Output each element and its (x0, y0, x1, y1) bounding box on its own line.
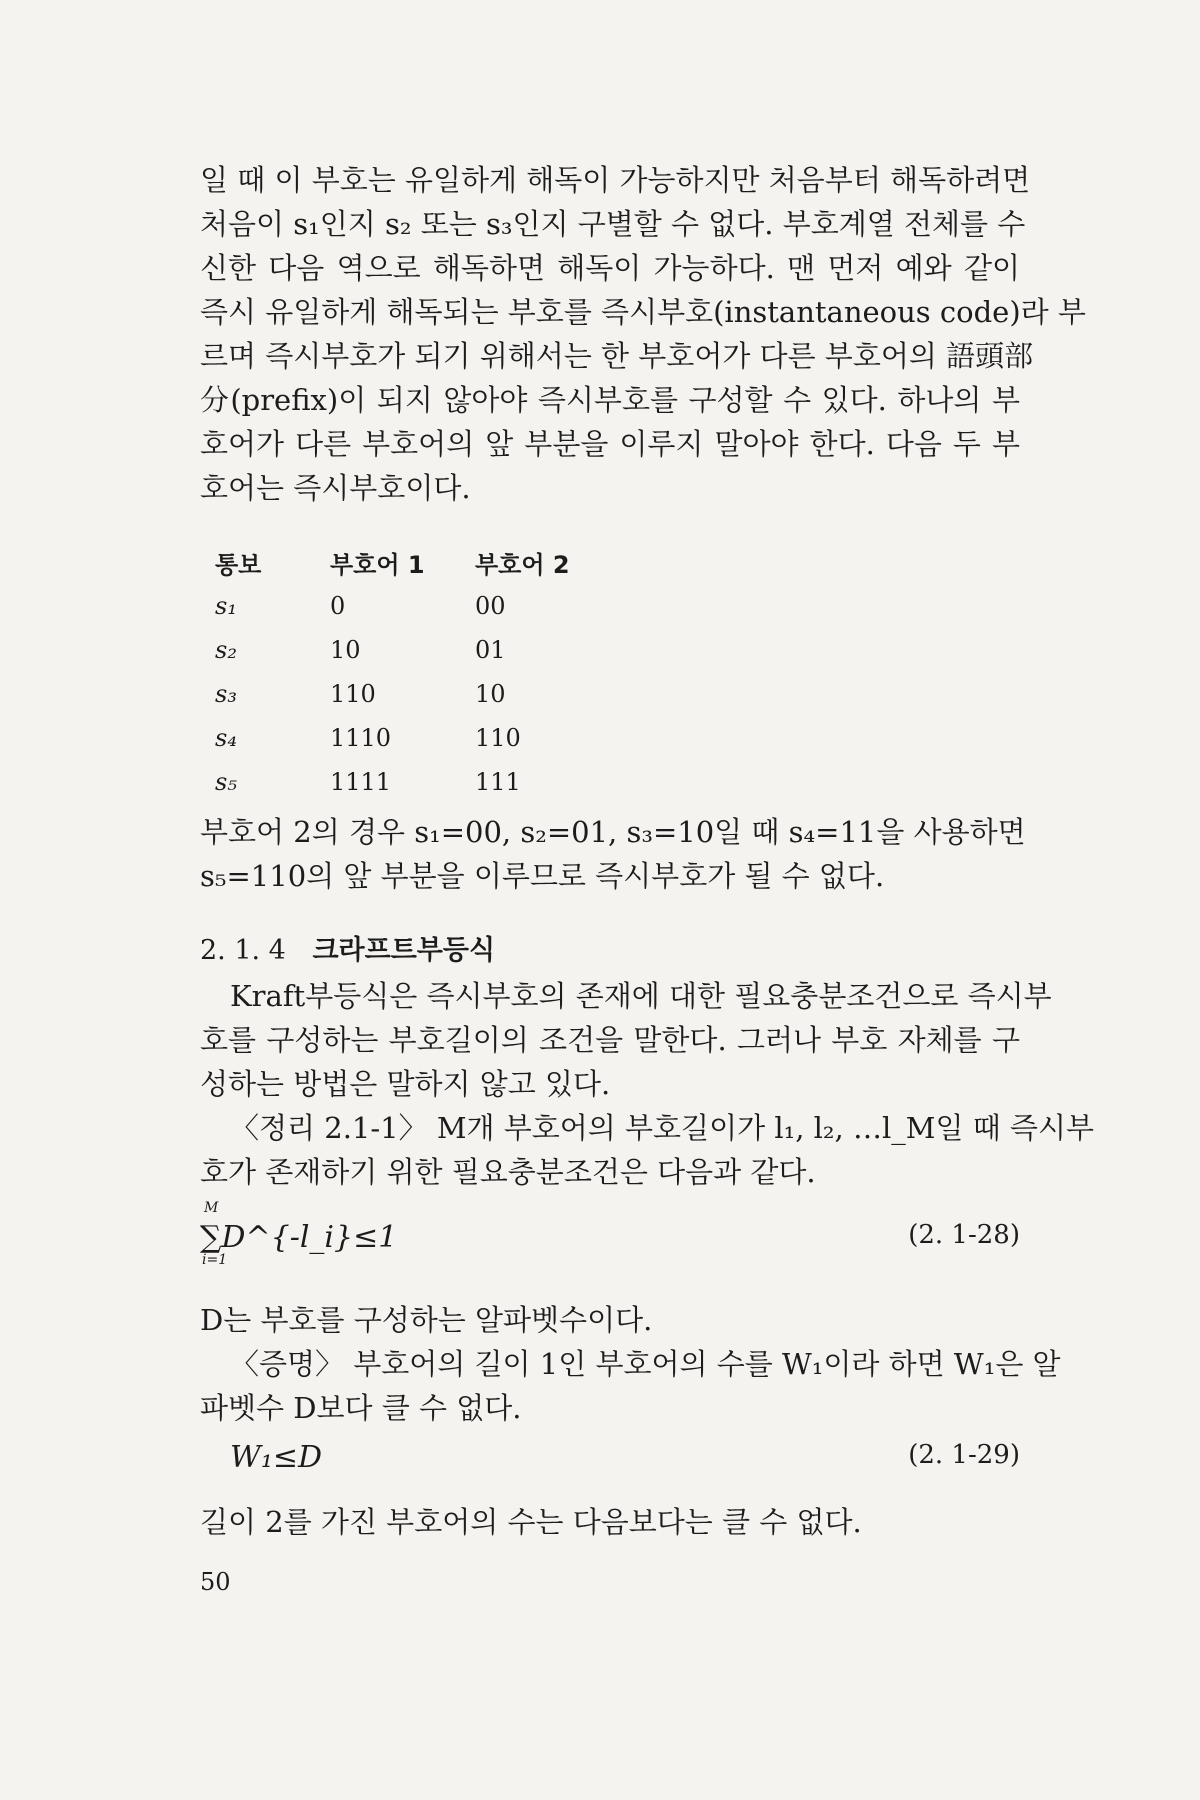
table-header-row (200, 540, 595, 584)
text-line: 호어는 즉시부호이다. (200, 471, 471, 505)
codeword-table (200, 540, 595, 804)
table-cell: 1110 (330, 724, 392, 752)
table-cell: s₁ (215, 592, 237, 620)
paragraph-code-2-note (200, 810, 1026, 898)
section-heading (200, 928, 495, 967)
column-header: 통보 (215, 550, 262, 579)
text-line: 호어가 다른 부호어의 앞 부분을 이루지 말아야 한다. 다음 두 부 (200, 427, 1020, 461)
text-line: 호가 존재하기 위한 필요충분조건은 다음과 같다. (200, 1155, 816, 1189)
text-line: 일 때 이 부호는 유일하게 해독이 가능하지만 처음부터 해독하려면 (200, 163, 1031, 197)
text-line: 길이 2를 가진 부호어의 수는 다음보다는 클 수 없다. (200, 1505, 862, 1539)
section-number: 2. 1. 4 (200, 935, 286, 966)
table-cell: s₂ (215, 636, 237, 664)
equation-expression: D^{-l_i}≤1 (221, 1220, 398, 1255)
table-cell: 110 (475, 724, 521, 752)
text-line: 〈증명〉 부호어의 길이 1인 부호어의 수를 W₁이라 하면 W₁은 알 (230, 1347, 1061, 1381)
text-line: 신한 다음 역으로 해독하면 해독이 가능하다. 맨 먼저 예와 같이 (200, 251, 1020, 285)
text-line: s₅=110의 앞 부분을 이루므로 즉시부호가 될 수 없다. (200, 859, 885, 893)
paragraph-instantaneous-code (200, 158, 1086, 510)
table-row (200, 584, 595, 628)
table-cell: 01 (475, 636, 506, 664)
text-line: 파벳수 D보다 클 수 없다. (200, 1391, 522, 1425)
equation-number: (2. 1-29) (908, 1440, 1020, 1470)
column-header: 부호어 2 (475, 550, 570, 579)
column-header: 부호어 1 (330, 550, 425, 579)
text-line: 〈정리 2.1-1〉 M개 부호어의 부호길이가 l₁, l₂, …l_M일 때 즉시부 (230, 1111, 1094, 1145)
sum-upper-limit: M (204, 1200, 219, 1216)
table-cell: s₄ (215, 724, 237, 752)
equation-2-1-28 (200, 1200, 1020, 1290)
table-row (200, 760, 595, 804)
paragraph-length-two (200, 1500, 1020, 1544)
text-line: 르며 즉시부호가 되기 위해서는 한 부호어가 다른 부호어의 語頭部 (200, 339, 1034, 373)
text-line: 부호어 2의 경우 s₁=00, s₂=01, s₃=10일 때 s₄=11을 사용하면 (200, 815, 1026, 849)
table-cell: 10 (330, 636, 361, 664)
page-number: 50 (200, 1568, 231, 1596)
paragraph-kraft-inequality (200, 974, 1094, 1194)
equation-body (200, 1200, 398, 1268)
table-cell: 110 (330, 680, 376, 708)
table-row (200, 716, 595, 760)
text-line: 호를 구성하는 부호길이의 조건을 말한다. 그러나 부호 자체를 구 (200, 1023, 1020, 1057)
text-line: 처음이 s₁인지 s₂ 또는 s₃인지 구별할 수 없다. 부호계열 전체를 수 (200, 207, 1026, 241)
table-cell: 00 (475, 592, 506, 620)
table-cell: 111 (475, 768, 521, 796)
table-cell: 0 (330, 592, 346, 620)
text-line: 分(prefix)이 되지 않아야 즉시부호를 구성할 수 있다. 하나의 부 (200, 383, 1020, 417)
equation-number: (2. 1-28) (908, 1220, 1020, 1250)
equation-expression: W₁≤D (230, 1440, 323, 1475)
text-line: D는 부호를 구성하는 알파벳수이다. (200, 1303, 653, 1337)
sum-lower-limit: i=1 (202, 1252, 228, 1268)
table-cell: s₃ (215, 680, 237, 708)
table-cell: 1111 (330, 768, 392, 796)
summation-symbol: ∑ M i=1 (200, 1200, 228, 1268)
section-title: 크라프트부등식 (312, 935, 496, 966)
text-line: 즉시 유일하게 해독되는 부호를 즉시부호(instantaneous code)라 부 (200, 295, 1086, 329)
table-row (200, 672, 595, 716)
table-cell: s₅ (215, 768, 237, 796)
text-line: 성하는 방법은 말하지 않고 있다. (200, 1067, 611, 1101)
text-line: Kraft부등식은 즉시부호의 존재에 대한 필요충분조건으로 즉시부 (230, 979, 1052, 1013)
table-cell: 10 (475, 680, 506, 708)
table-row (200, 628, 595, 672)
paragraph-proof (200, 1298, 1061, 1430)
